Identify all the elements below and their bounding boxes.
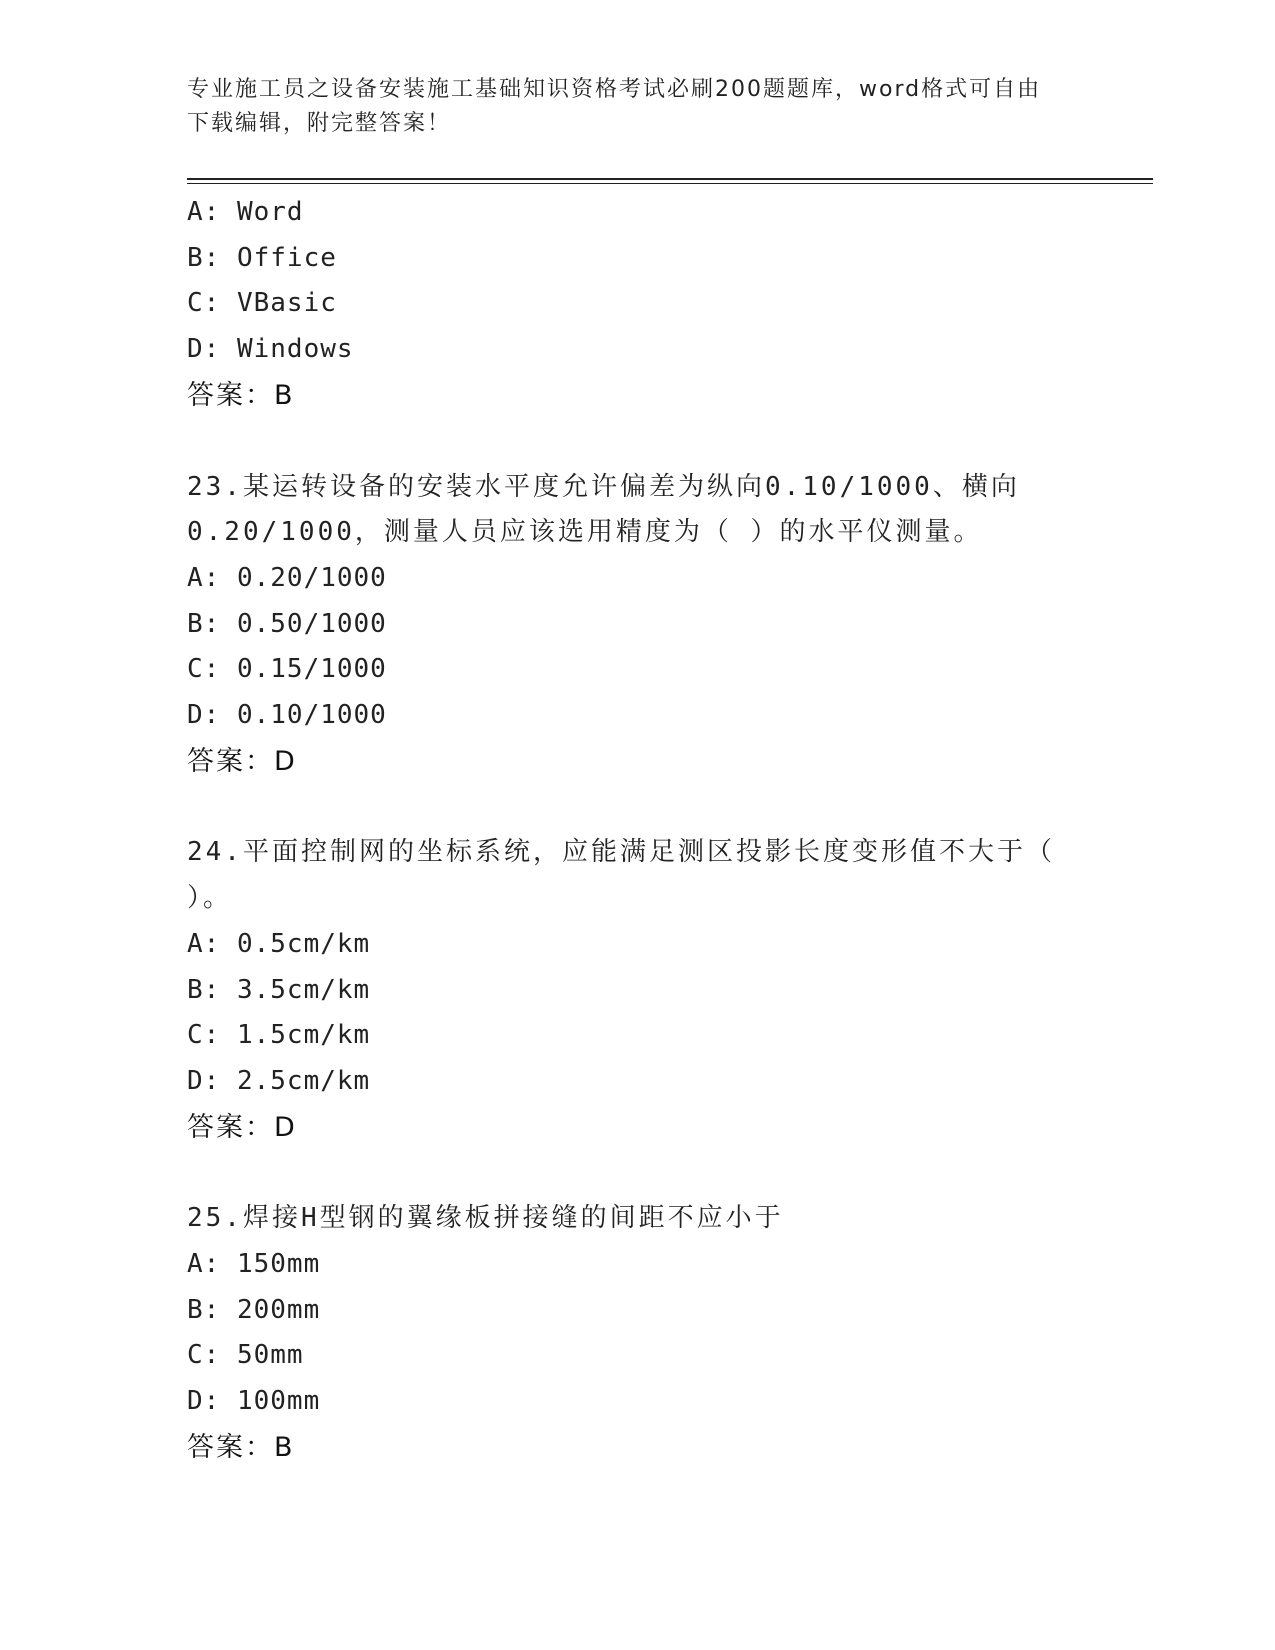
option-d: D: 0.10/1000	[187, 700, 387, 731]
option-b: B: 3.5cm/km	[187, 974, 371, 1005]
answer-line: 答案：B	[187, 379, 295, 411]
question-list	[187, 190, 1107, 1471]
header-title-line-2: 下载编辑，附完整答案！	[187, 111, 452, 136]
option-d: D: 2.5cm/km	[187, 1065, 371, 1096]
question-block-24	[187, 830, 1107, 1150]
option-a: A: 0.5cm/km	[187, 928, 371, 959]
question-stem-line: 23.某运转设备的安装水平度允许偏差为纵向0.10/1000、横向	[187, 471, 1020, 502]
option-a: A: Word	[187, 197, 304, 227]
option-b: B: 200mm	[187, 1294, 321, 1325]
option-a: A: 150mm	[187, 1249, 321, 1280]
question-stem-line: 24.平面控制网的坐标系统，应能满足测区投影长度变形值不大于（	[187, 837, 1055, 868]
option-c: C: VBasic	[187, 288, 337, 319]
document-header	[187, 73, 1067, 141]
question-stem-line: ）。	[187, 883, 233, 914]
answer-line: 答案：D	[187, 745, 297, 777]
answer-line: 答案：D	[187, 1111, 297, 1143]
header-divider-thick	[187, 178, 1153, 180]
question-stem-line: 0.20/1000，测量人员应该选用精度为（ ）的水平仪测量。	[187, 517, 983, 548]
header-divider-thin	[187, 183, 1153, 184]
option-b: B: 0.50/1000	[187, 608, 387, 639]
header-title-line-1: 专业施工员之设备安装施工基础知识资格考试必刷200题题库，word格式可自由	[187, 77, 1042, 102]
option-c: C: 50mm	[187, 1340, 304, 1371]
option-a: A: 0.20/1000	[187, 562, 387, 593]
question-block-22	[187, 190, 1107, 419]
option-d: D: 100mm	[187, 1386, 321, 1417]
question-block-25	[187, 1196, 1107, 1470]
answer-line: 答案：B	[187, 1431, 295, 1463]
option-c: C: 0.15/1000	[187, 654, 387, 685]
option-c: C: 1.5cm/km	[187, 1020, 371, 1051]
question-block-23	[187, 465, 1107, 785]
option-b: B: Office	[187, 242, 337, 273]
question-stem-line: 25.焊接H型钢的翼缘板拼接缝的间距不应小于	[187, 1203, 784, 1234]
option-d: D: Windows	[187, 334, 354, 365]
